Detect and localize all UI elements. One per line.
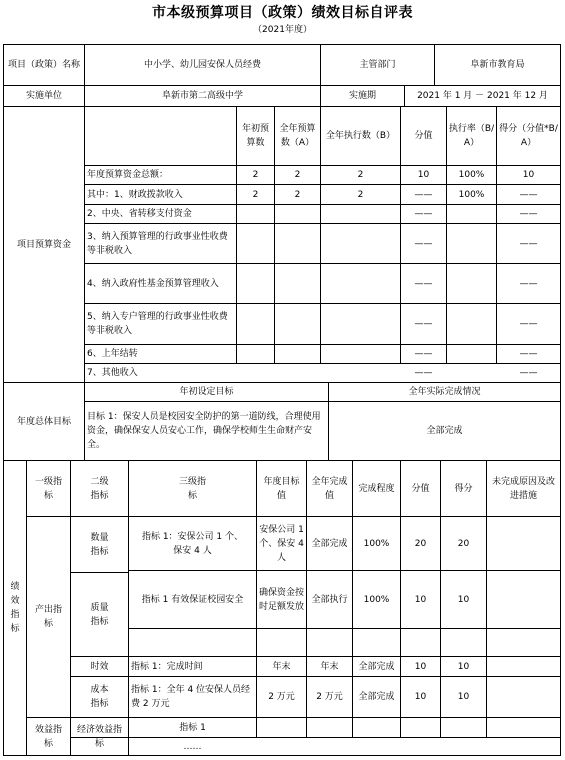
col-degree: 完成程度	[358, 483, 395, 494]
fund-row-initial: 2	[252, 170, 259, 180]
col-level1: 一级指标	[35, 476, 63, 501]
fund-row-label: 2、中央、省转移支付资金	[87, 209, 192, 219]
cost-indicator: 指标 1：全年 4 位安保人员经费 2 万元	[131, 685, 251, 709]
fund-row-label: 6、上年结转	[87, 349, 138, 359]
col-full-year-budget: 全年预算数（A）	[279, 124, 316, 148]
fund-row-weight: 10	[417, 170, 430, 180]
fund-row-label: 4、纳入政府性基金预算管理收入	[87, 278, 219, 289]
quality-score: 10	[457, 594, 470, 605]
col-target: 年度目标值	[263, 476, 300, 501]
fund-row-weight: ——	[414, 368, 433, 378]
cost-indicator-label: 成本指标	[90, 685, 109, 709]
fund-row-label: 5、纳入专户管理的行政事业性收费等非税收入	[87, 312, 228, 336]
actual-goal-header: 全年实际完成情况	[408, 387, 481, 397]
quality-indicator: 指标 1 有效保证校园安全	[141, 594, 244, 605]
quality-actual: 全部执行	[311, 594, 348, 605]
time-weight: 10	[414, 661, 427, 672]
fund-row-exec: 2	[357, 170, 364, 180]
quantity-indicator-label: 数量指标	[90, 532, 109, 557]
col-exec-rate: 执行率（B/A）	[448, 124, 495, 148]
fund-row-weight: ——	[414, 349, 433, 359]
fund-row-label: 7、其他收入	[87, 368, 138, 378]
quality-indicator-label: 质量指标	[90, 602, 109, 627]
quality-target: 确保资金按时足额发放	[258, 587, 304, 612]
fund-row-full: 2	[294, 170, 301, 180]
initial-goal-text: 目标 1：保安人员是校园安全防护的第一道防线，合理使用资金，确保保安人员安心工作，确保学校师生生命财产安全。	[87, 412, 321, 450]
col-initial-budget: 年初预算数	[241, 124, 269, 148]
quantity-actual: 全部完成	[311, 538, 348, 549]
quantity-score: 20	[457, 538, 470, 549]
actual-goal-text: 全部完成	[426, 426, 463, 436]
fund-row-exec: 2	[357, 189, 364, 200]
quantity-degree: 100%	[363, 538, 390, 549]
initial-goal-header: 年初设定目标	[179, 387, 234, 397]
dept-value: 阜新市教育局	[470, 60, 525, 70]
fund-row-weight: ——	[414, 319, 433, 329]
cost-score: 10	[457, 692, 470, 702]
cost-weight: 10	[414, 692, 427, 702]
fund-row-score: ——	[519, 368, 538, 378]
goals-section-label: 年度总体目标	[16, 416, 71, 427]
economic-indicator-1: 指标 1	[179, 722, 206, 733]
period-value: 2021 年 1 月 － 2021 年 12 月	[417, 91, 548, 101]
col-reason: 未完成原因及改进措施	[491, 476, 555, 501]
funds-section-label: 项目预算资金	[16, 239, 71, 250]
quantity-target: 安保公司 1 个、保安 4 人	[259, 524, 304, 563]
quantity-weight: 20	[414, 538, 427, 549]
fund-row-weight: ——	[414, 189, 433, 200]
fund-row-score: ——	[519, 319, 538, 329]
fund-row-score: 10	[522, 170, 535, 180]
economic-benefit-label: 经济效益指标	[76, 724, 122, 749]
fund-row-label: 年度预算资金总额：	[87, 170, 169, 180]
col-actual: 全年完成值	[311, 476, 348, 501]
fund-row-score: ——	[519, 349, 538, 359]
fund-row-score: ——	[519, 238, 538, 249]
economic-indicator-more: ……	[183, 741, 202, 752]
fund-row-rate: 100%	[458, 170, 485, 180]
time-degree: 全部完成	[358, 661, 395, 672]
col-level2: 二级指标	[90, 476, 109, 501]
quantity-indicator: 指标 1：安保公司 1 个、保安 4 人	[141, 531, 244, 556]
project-name-label: 项目（政策）名称	[7, 60, 80, 70]
unit-value: 阜新市第二高级中学	[161, 91, 243, 101]
benefit-indicator-label: 效益指标	[35, 724, 63, 749]
col-score-weight: 分值	[414, 131, 433, 141]
col-level3: 三级指标	[179, 476, 207, 501]
time-actual: 年末	[320, 661, 339, 672]
col-score: 得分	[454, 483, 473, 494]
fund-row-weight: ——	[414, 238, 433, 249]
dept-label: 主管部门	[359, 60, 396, 70]
col-executed: 全年执行数（B）	[325, 131, 396, 141]
document-year: （2021年度）	[253, 25, 312, 35]
project-name-value: 中小学、幼儿园安保人员经费	[143, 60, 261, 70]
quality-degree: 100%	[363, 594, 390, 605]
col-weight: 分值	[411, 483, 430, 494]
fund-row-rate: 100%	[458, 189, 485, 200]
output-indicator-label: 产出指标	[35, 605, 63, 629]
time-target: 年末	[272, 661, 291, 672]
quality-weight: 10	[414, 594, 427, 605]
fund-row-weight: ——	[414, 209, 433, 219]
fund-row-score: ——	[519, 278, 538, 289]
time-score: 10	[457, 661, 470, 672]
cost-target: 2 万元	[268, 692, 295, 702]
fund-row-weight: ——	[414, 278, 433, 289]
period-label: 实施期	[348, 91, 376, 101]
fund-row-initial: 2	[252, 189, 259, 200]
fund-row-label: 其中：1、财政拨款收入	[87, 189, 183, 200]
unit-label: 实施单位	[25, 91, 62, 101]
col-score: 得分（分值*B/A）	[499, 124, 558, 148]
fund-row-score: ——	[519, 189, 538, 200]
fund-row-label: 3、纳入预算管理的行政事业性收费等非税收入	[87, 231, 228, 256]
time-indicator-label: 时效	[90, 661, 109, 672]
fund-row-full: 2	[294, 189, 301, 200]
cost-actual: 2 万元	[316, 692, 343, 702]
time-indicator: 指标 1：完成时间	[131, 661, 203, 672]
perf-section-label: 绩效指标	[10, 582, 20, 634]
fund-row-score: ——	[519, 209, 538, 219]
cost-degree: 全部完成	[358, 692, 395, 702]
document-title: 市本级预算项目（政策）绩效目标自评表	[152, 5, 413, 21]
